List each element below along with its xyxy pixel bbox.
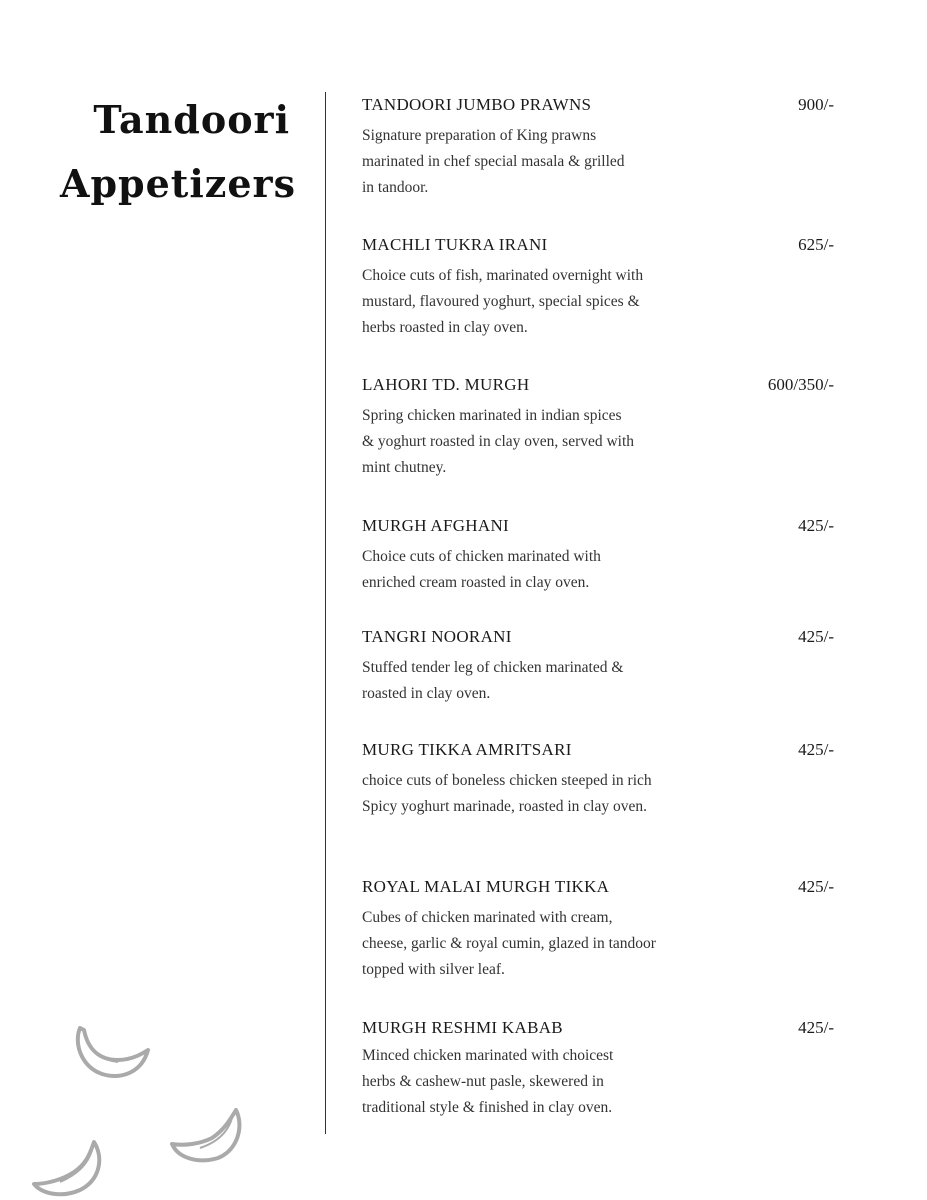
item-description-line: topped with silver leaf. [362,961,505,978]
item-description-line: roasted in clay oven. [362,685,491,702]
menu-item [362,94,834,201]
menu-item [362,374,834,481]
item-price: 425/- [798,740,834,759]
vertical-divider [325,92,326,1134]
menu-item [362,1017,834,1121]
section-title [60,88,296,216]
item-price: 425/- [798,1018,834,1037]
item-description [362,403,732,481]
item-description-line: Cubes of chicken marinated with cream, [362,909,613,926]
item-price: 425/- [798,516,834,535]
item-description [362,1043,732,1121]
item-name: MURGH AFGHANI [362,516,509,535]
item-name: MURGH RESHMI KABAB [362,1018,563,1037]
item-description-line: mustard, flavoured yoghurt, special spices & [362,293,640,310]
item-description-line: Signature preparation of King prawns [362,127,597,144]
cashew-icon [70,1022,156,1084]
item-price: 425/- [798,627,834,646]
item-price: 425/- [798,877,834,896]
item-description-line: enriched cream roasted in clay oven. [362,574,590,591]
item-description [362,263,732,341]
cashew-icon [166,1104,246,1168]
item-description [362,655,732,707]
item-description-line: cheese, garlic & royal cumin, glazed in tandoor [362,935,656,952]
item-description-line: herbs roasted in clay oven. [362,319,528,336]
item-description-line: choice cuts of boneless chicken steeped in rich [362,772,652,789]
item-price: 900/- [798,95,834,114]
menu-item [362,626,834,707]
menu-item [362,234,834,341]
section-title-line1: Tandoori [93,97,290,142]
item-description-line: Stuffed tender leg of chicken marinated & [362,659,624,676]
item-description-line: traditional style & finished in clay oven. [362,1099,613,1116]
item-description-line: Choice cuts of chicken marinated with [362,548,601,565]
item-name: LAHORI TD. MURGH [362,375,530,394]
menu-item [362,739,834,820]
item-name: TANGRI NOORANI [362,627,512,646]
item-description [362,544,732,596]
item-description [362,123,732,201]
item-description-line: in tandoor. [362,179,429,196]
item-price: 600/350/- [767,375,834,394]
section-title-line2: Appetizers [60,161,296,206]
item-description-line: marinated in chef special masala & grilled [362,153,625,170]
item-name: ROYAL MALAI MURGH TIKKA [362,877,610,896]
item-description-line: Spring chicken marinated in indian spices [362,407,622,424]
cashew-icon [28,1136,108,1198]
item-name: MURG TIKKA AMRITSARI [362,740,572,759]
item-description [362,768,732,820]
menu-item [362,876,834,983]
item-price: 625/- [798,235,834,254]
item-description-line: herbs & cashew-nut pasle, skewered in [362,1073,604,1090]
menu-item [362,515,834,596]
item-description-line: Choice cuts of fish, marinated overnight with [362,267,644,284]
item-name: MACHLI TUKRA IRANI [362,235,548,254]
item-description [362,905,732,983]
item-description-line: Minced chicken marinated with choicest [362,1047,614,1064]
item-name: TANDOORI JUMBO PRAWNS [362,95,592,114]
item-description-line: Spicy yoghurt marinade, roasted in clay oven. [362,798,647,815]
item-description-line: mint chutney. [362,459,447,476]
item-description-line: & yoghurt roasted in clay oven, served with [362,433,635,450]
